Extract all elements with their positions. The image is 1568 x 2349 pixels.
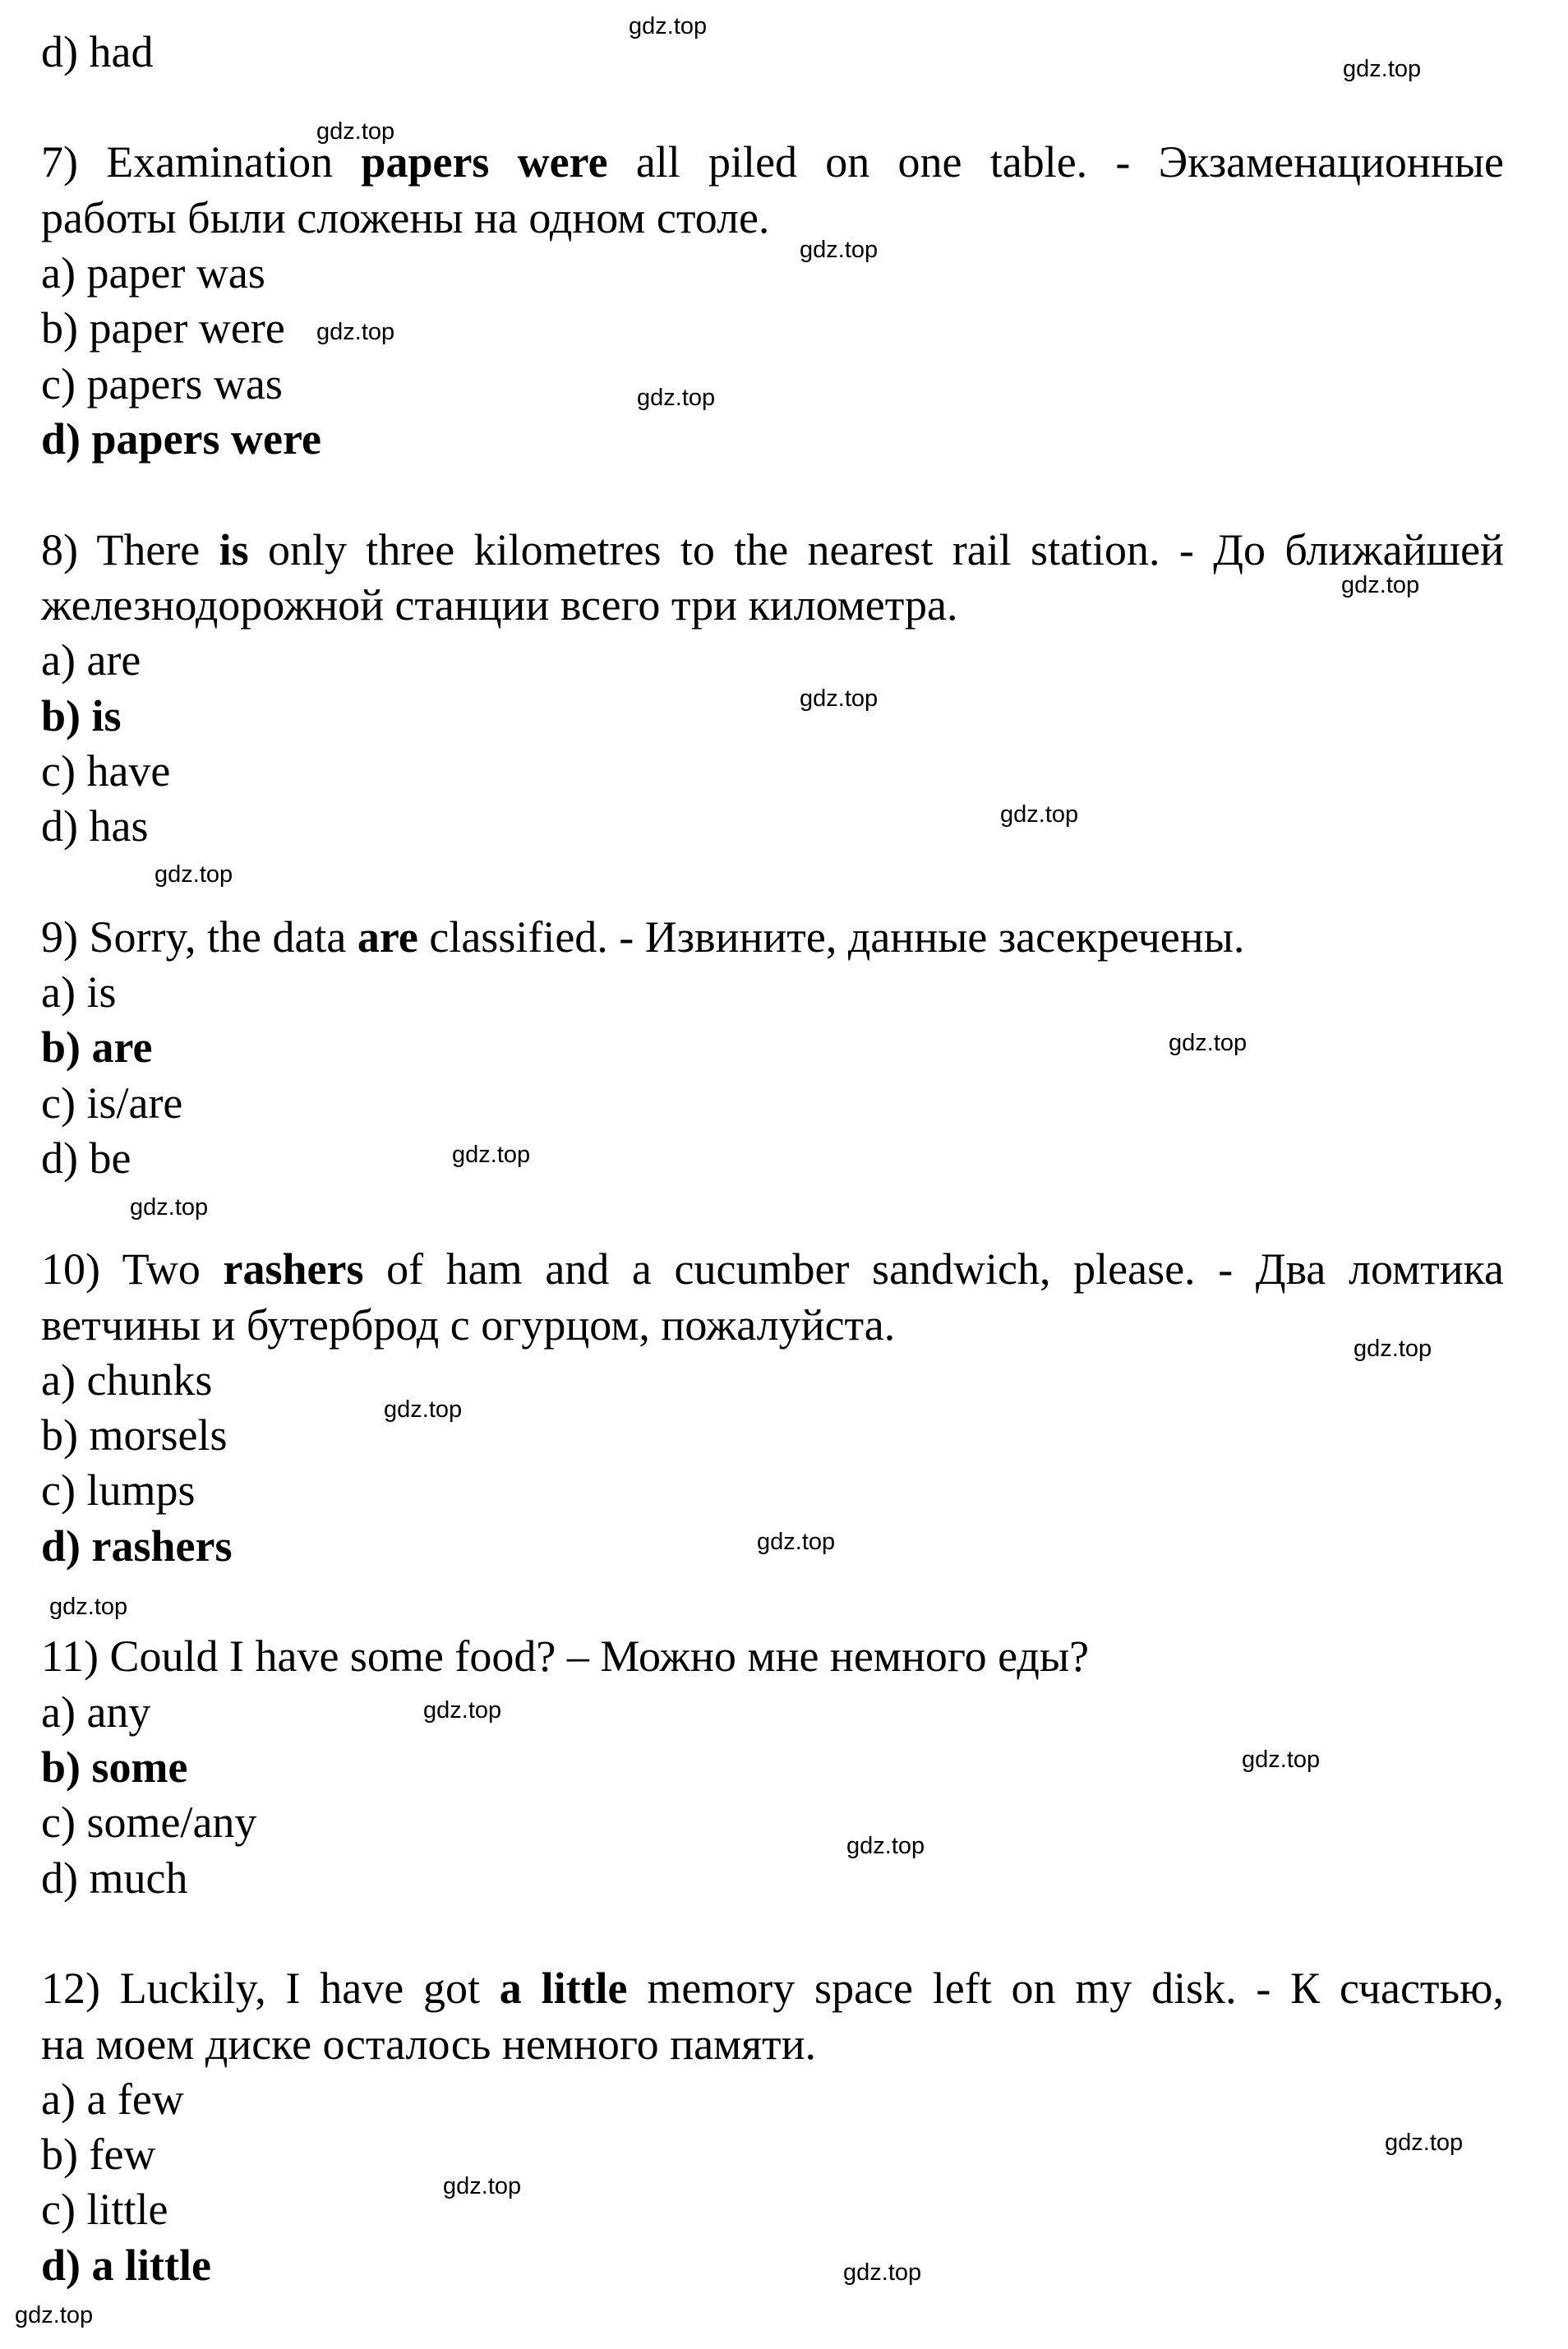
watermark: gdz.top — [637, 385, 716, 411]
watermark: gdz.top — [843, 2259, 922, 2286]
watermark: gdz.top — [423, 1697, 502, 1724]
watermark: gdz.top — [1354, 1336, 1432, 1362]
q9-option-a: a) is — [41, 967, 117, 1017]
q10-key-phrase: rashers — [223, 1244, 364, 1294]
watermark: gdz.top — [15, 2302, 94, 2328]
q10-translation: ветчины и бутерброд с огурцом, пожалуйста. — [41, 1300, 896, 1350]
watermark: gdz.top — [1169, 1030, 1247, 1056]
q12-prompt-end: memory space left on my disk. - К счастью, — [627, 1964, 1504, 2013]
q9-option-b-answer: b) are — [41, 1022, 153, 1072]
q8-translation: железнодорожной станции всего три километра. — [41, 580, 958, 630]
q12-option-b: b) few — [41, 2130, 156, 2179]
watermark: gdz.top — [1385, 2130, 1464, 2156]
q11-option-a: a) any — [41, 1687, 151, 1737]
q8-option-d: d) has — [41, 801, 149, 851]
q9-key-phrase: are — [357, 912, 418, 962]
q8-prompt-end: only three kilometres to the nearest rail station. - До ближайшей — [248, 525, 1504, 575]
q7-option-a: a) paper was — [41, 248, 265, 298]
q12-prompt — [41, 1961, 1504, 2015]
q7-prompt — [41, 135, 1504, 189]
q7-option-d-answer: d) papers were — [41, 414, 321, 464]
q12-option-a: a) a few — [41, 2074, 184, 2124]
q9-prompt-start: 9) Sorry, the data — [41, 912, 357, 962]
q7-option-c: c) papers was — [41, 359, 283, 408]
q9-option-d: d) be — [41, 1133, 131, 1183]
q7-option-b: b) paper were — [41, 303, 285, 353]
q10-prompt — [41, 1242, 1504, 1296]
q7-translation: работы были сложены на одном столе. — [41, 193, 770, 242]
q8-key-phrase: is — [219, 525, 249, 575]
q11-option-d: d) much — [41, 1853, 188, 1903]
q11-prompt: 11) Could I have some food? – Можно мне немного еды? — [41, 1631, 1090, 1681]
q12-key-phrase: a little — [499, 1964, 628, 2013]
watermark: gdz.top — [757, 1529, 836, 1555]
watermark: gdz.top — [1341, 572, 1420, 598]
q7-key-phrase: papers were — [361, 137, 608, 187]
watermark: gdz.top — [1242, 1747, 1321, 1773]
watermark: gdz.top — [49, 1594, 128, 1620]
watermark: gdz.top — [316, 118, 395, 145]
watermark: gdz.top — [800, 685, 879, 712]
q8-option-a: a) are — [41, 635, 141, 685]
q10-option-a: a) chunks — [41, 1355, 213, 1405]
q7-prompt-start: 7) Examination — [41, 137, 362, 187]
q8-option-c: c) have — [41, 746, 171, 796]
q12-option-d-answer: d) a little — [41, 2241, 211, 2290]
q12-translation: на моем диске осталось немного памяти. — [41, 2019, 817, 2069]
watermark: gdz.top — [846, 1833, 925, 1859]
q10-prompt-start: 10) Two — [41, 1244, 224, 1294]
watermark: gdz.top — [1000, 801, 1079, 828]
q10-option-b: b) morsels — [41, 1410, 228, 1460]
q10-prompt-end: of ham and a cucumber sandwich, please. - Два ломтика — [363, 1244, 1505, 1294]
q11-option-b-answer: b) some — [41, 1742, 188, 1792]
watermark: gdz.top — [800, 237, 879, 263]
watermark: gdz.top — [154, 861, 233, 888]
prev-answer-d: d) had — [41, 27, 154, 76]
watermark: gdz.top — [384, 1396, 463, 1423]
q9-option-c: c) is/are — [41, 1078, 183, 1128]
q9-prompt-end: classified. - Извините, данные засекречены. — [417, 912, 1245, 962]
q11-option-c: c) some/any — [41, 1798, 257, 1847]
q12-option-c: c) little — [41, 2185, 168, 2234]
q8-prompt-start: 8) There — [41, 525, 219, 575]
watermark: gdz.top — [130, 1194, 209, 1221]
watermark: gdz.top — [1343, 56, 1422, 82]
q8-option-b-answer: b) is — [41, 691, 122, 741]
q7-prompt-end: all piled on one table. - Экзаменационные — [607, 137, 1504, 187]
q10-option-c: c) lumps — [41, 1465, 196, 1515]
q10-option-d-answer: d) rashers — [41, 1521, 233, 1571]
watermark: gdz.top — [452, 1142, 531, 1168]
watermark: gdz.top — [443, 2173, 522, 2199]
q9-prompt — [41, 910, 1244, 964]
watermark: gdz.top — [316, 319, 395, 345]
q12-prompt-start: 12) Luckily, I have got — [41, 1964, 500, 2013]
watermark: gdz.top — [629, 13, 708, 39]
q8-prompt — [41, 523, 1504, 577]
